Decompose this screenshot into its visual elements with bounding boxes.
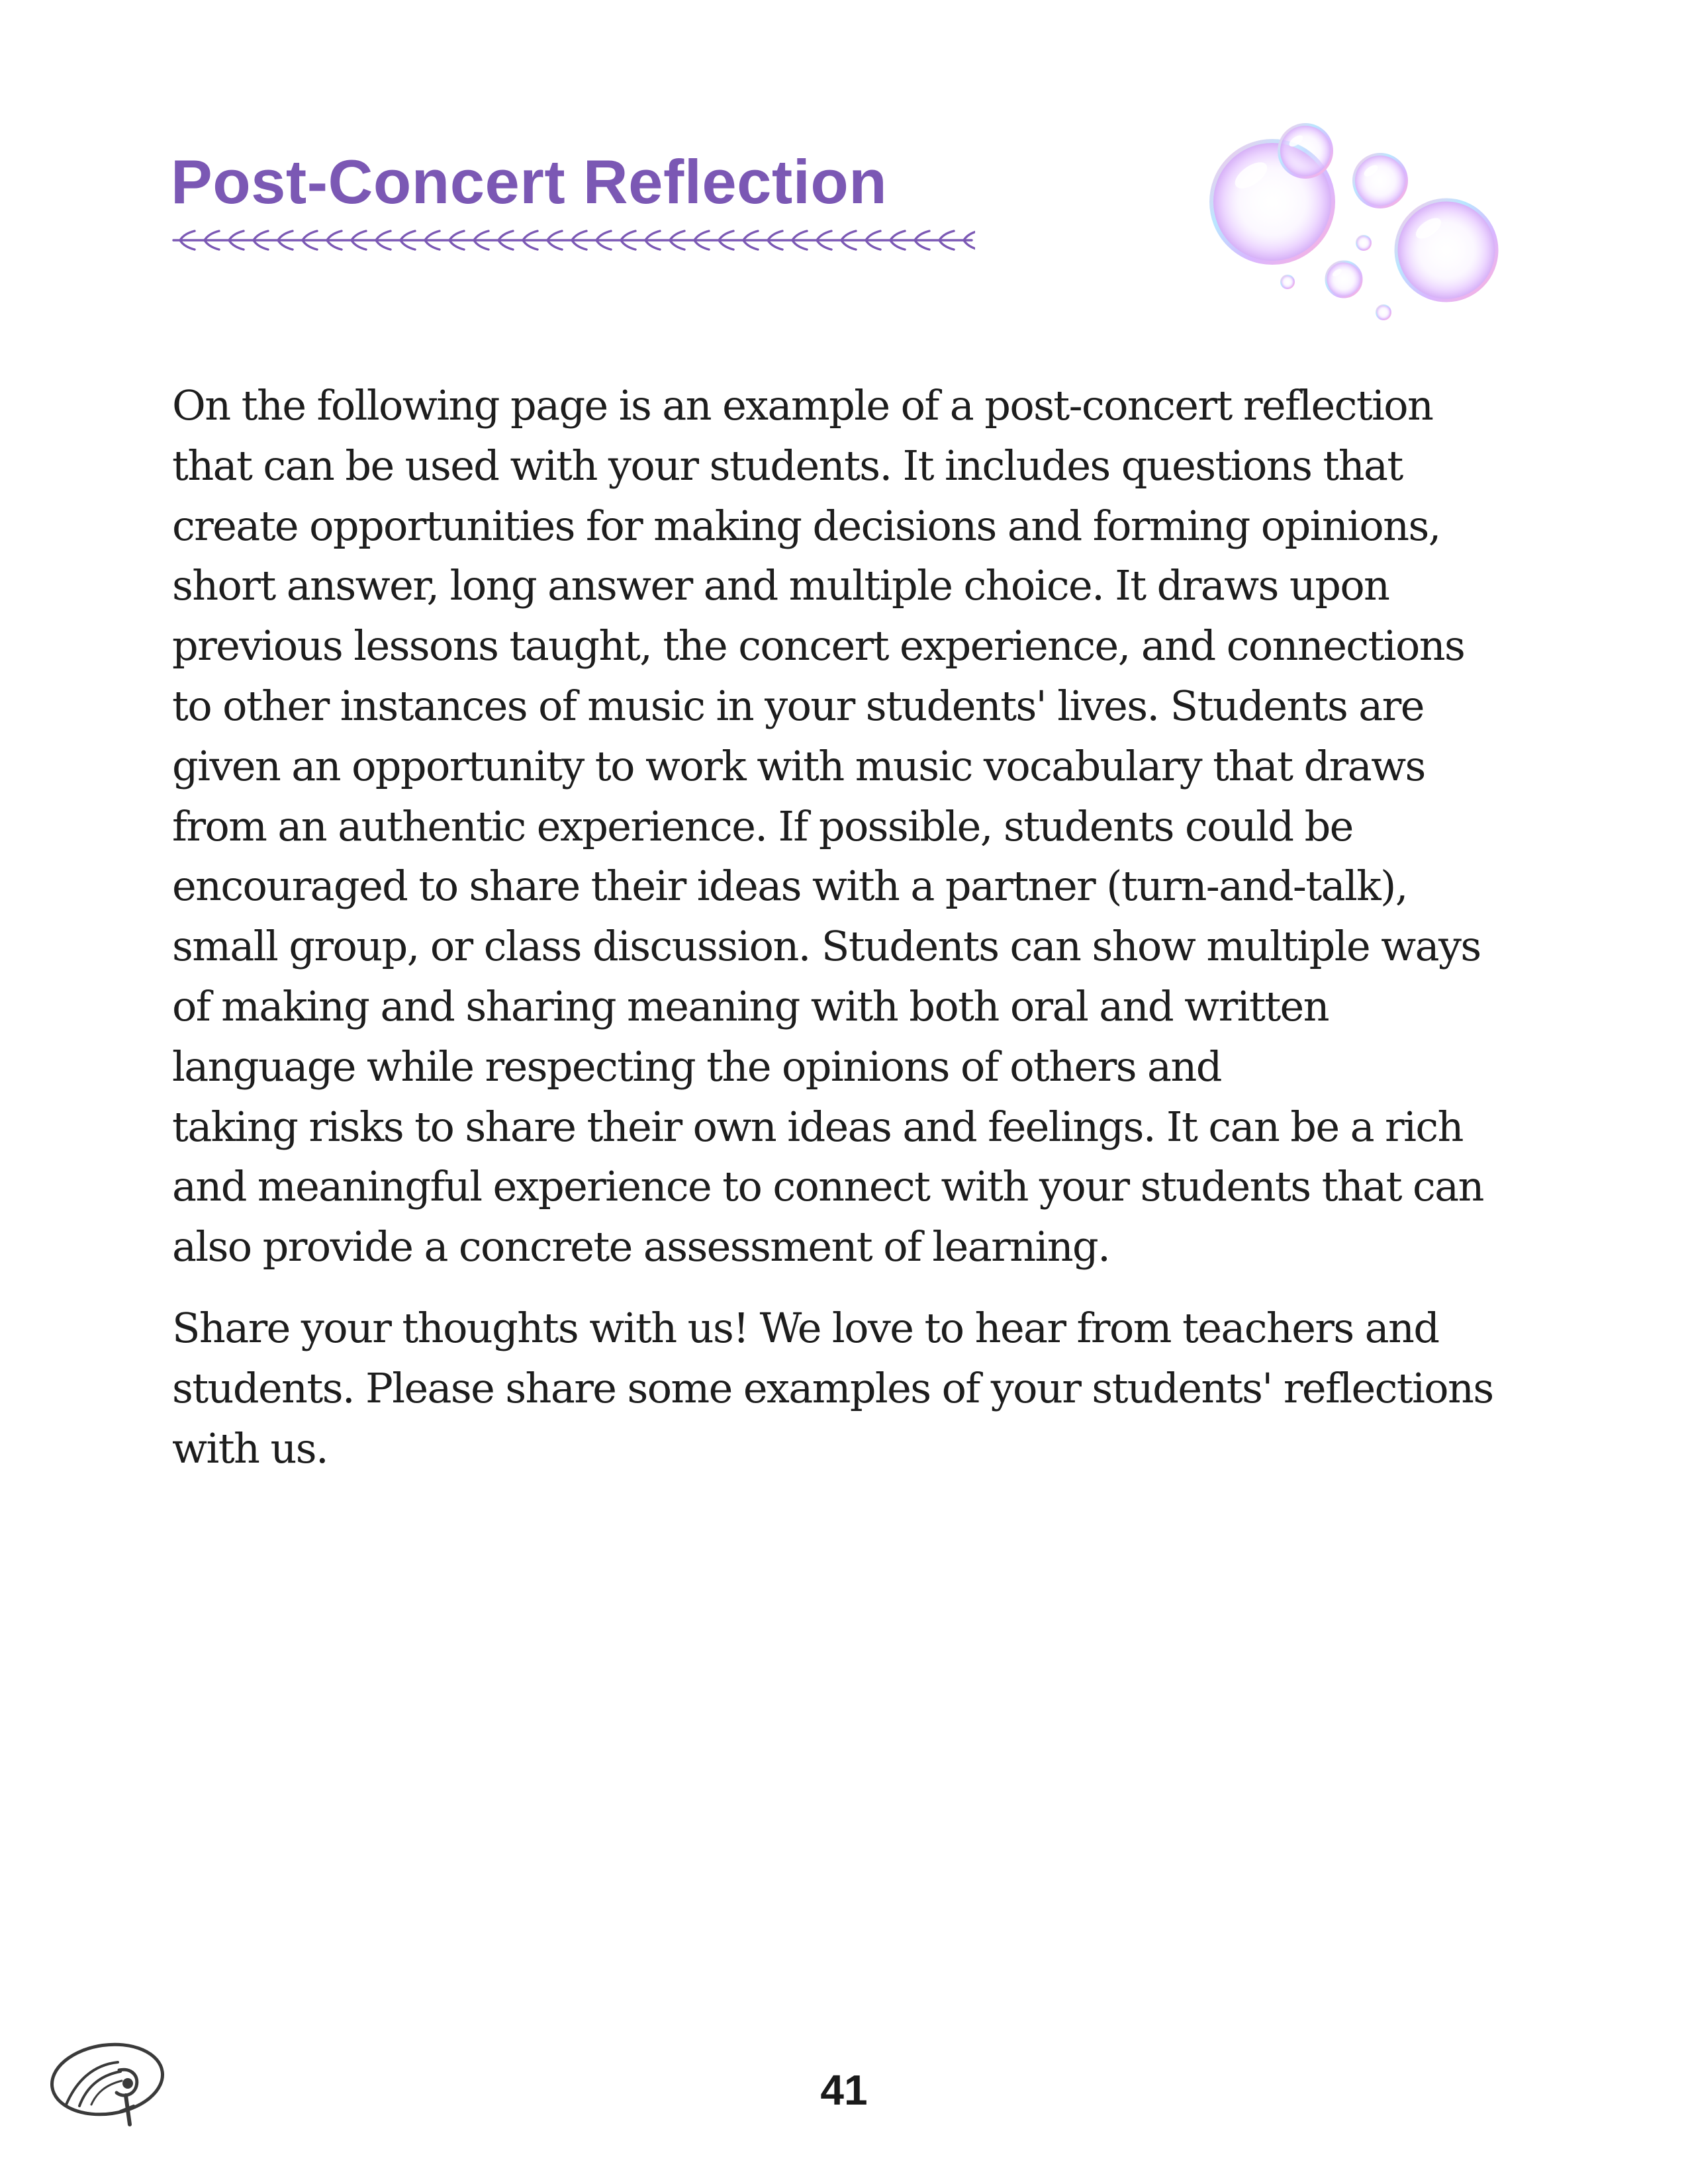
text-line: Share your thoughts with us! We love to hear from teachers and: [172, 1303, 1439, 1352]
body-text: [172, 376, 1549, 1479]
text-line: language while respecting the opinions of others and: [172, 1042, 1221, 1091]
text-line: to other instances of music in your students' lives. Students are: [172, 681, 1424, 730]
text-line: On the following page is an example of a post-concert reflection: [172, 381, 1433, 430]
bubble-right: [1396, 200, 1497, 300]
bubble-tiny-2: [1281, 275, 1294, 289]
text-line: encouraged to share their ideas with a partner (turn-and-talk),: [172, 862, 1407, 911]
text-line: given an opportunity to work with music vocabulary that draws: [172, 741, 1425, 790]
page-title: Post-Concert Reflection: [171, 147, 888, 216]
text-line: taking risks to share their own ideas and feelings. It can be a rich: [172, 1102, 1463, 1151]
text-line: students. Please share some examples of your students' reflections: [172, 1363, 1493, 1412]
bubble-tiny-3: [1376, 305, 1391, 320]
logo-icon: [40, 2032, 172, 2131]
page-number: 41: [820, 2066, 868, 2114]
bubble-small: [1326, 261, 1362, 297]
text-line: small group, or class discussion. Students can show multiple ways: [172, 922, 1481, 971]
vine-divider-icon: [171, 225, 975, 255]
paragraph: [172, 376, 1549, 1277]
bubbles-illustration: [1205, 113, 1509, 331]
text-line: also provide a concrete assessment of learning.: [172, 1222, 1110, 1271]
paragraph: [172, 1298, 1549, 1479]
bubble-top: [1279, 124, 1332, 177]
bubble-tiny-1: [1356, 236, 1371, 250]
text-line: and meaningful experience to connect with your students that can: [172, 1162, 1483, 1211]
text-line: short answer, long answer and multiple choice. It draws upon: [172, 561, 1389, 610]
bubble-mid: [1354, 154, 1407, 207]
text-line: from an authentic experience. If possible, students could be: [172, 801, 1353, 850]
text-line: create opportunities for making decisions and forming opinions,: [172, 501, 1440, 550]
text-line: with us.: [172, 1424, 328, 1473]
text-line: previous lessons taught, the concert experience, and connections: [172, 621, 1465, 670]
text-line: of making and sharing meaning with both oral and written: [172, 981, 1329, 1030]
text-line: that can be used with your students. It includes questions that: [172, 441, 1403, 490]
